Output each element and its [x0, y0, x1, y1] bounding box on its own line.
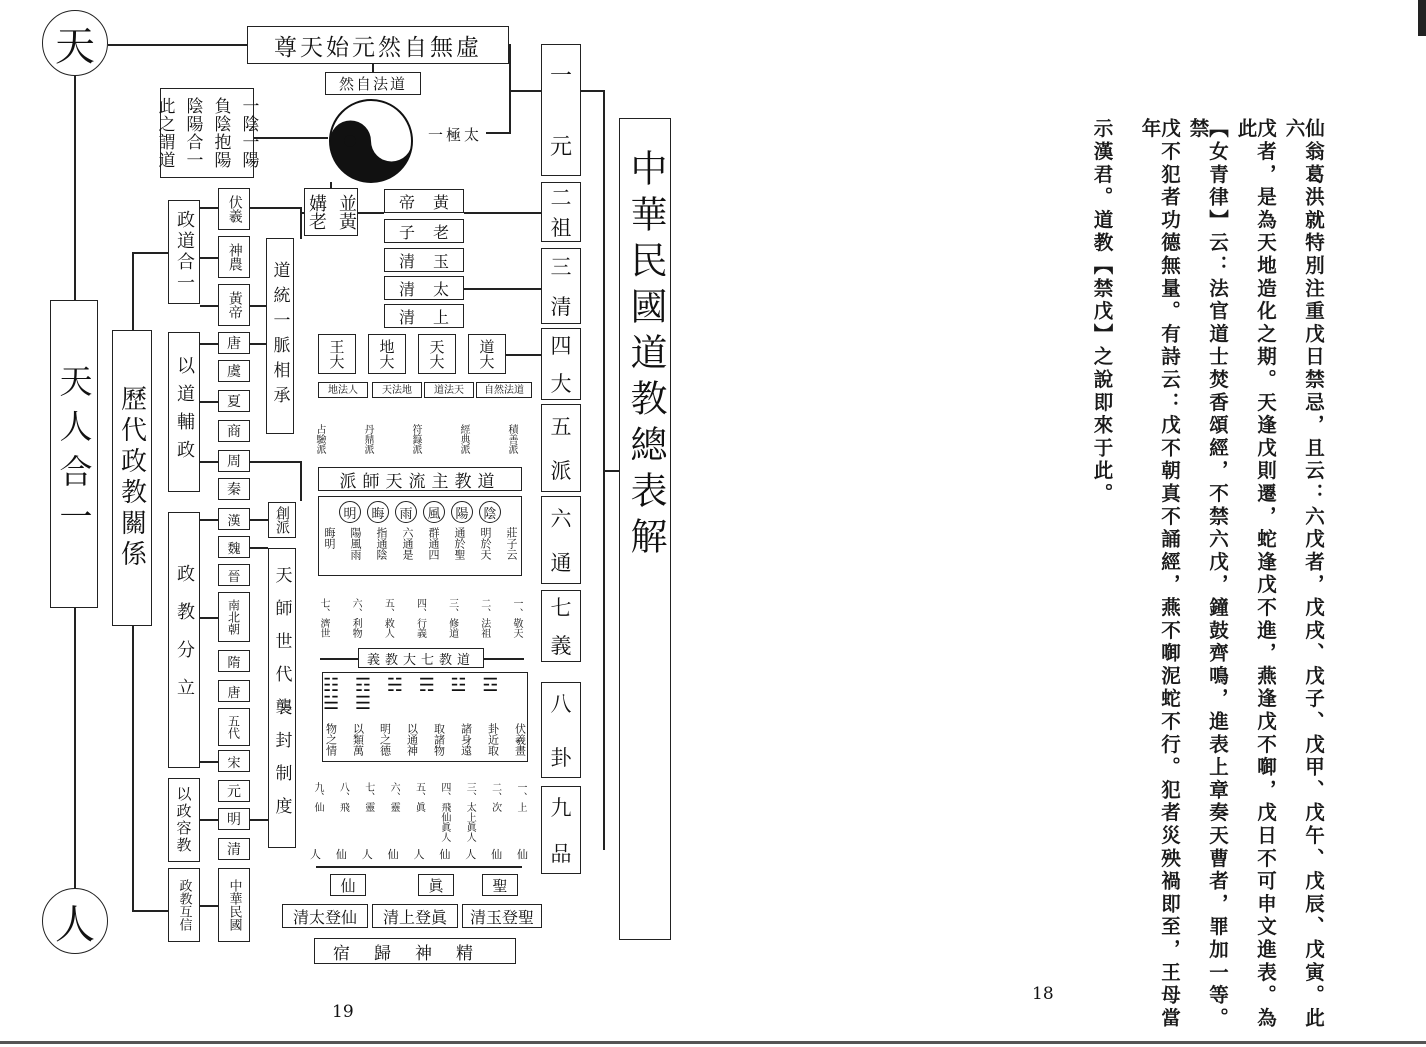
jiupin-bottom: 仙 [387, 848, 399, 861]
chain-char: 卦 [550, 746, 572, 770]
dihuang-box [384, 189, 464, 213]
bagua-text: 以通神 [405, 723, 419, 756]
da-box [318, 334, 356, 374]
xian-box [330, 874, 366, 896]
dynasty-text: 隋 [227, 655, 241, 671]
dynasty-text: 元 [227, 784, 241, 800]
yinyang-line: 一陰一陽 [238, 97, 259, 169]
dynasty-box [218, 838, 250, 860]
connector [250, 305, 266, 307]
pai-text: 丹鼎派 [362, 424, 373, 454]
qiyi-text: 二、法祖 [478, 598, 490, 638]
dynasty-box [218, 708, 250, 746]
yinyang-box [154, 88, 259, 178]
connector [132, 910, 168, 912]
liutong-box [318, 496, 522, 576]
deng-box [372, 904, 458, 928]
connector [200, 343, 218, 345]
top-title-box [247, 26, 509, 64]
connector [509, 90, 543, 92]
connector [250, 547, 268, 549]
dynasty-box [218, 478, 250, 500]
chain-char: 一 [549, 64, 572, 89]
da-text: 王大 [327, 339, 346, 369]
box-char: 清 [399, 251, 416, 271]
daotong-box [266, 238, 294, 434]
box-char: 老 [432, 222, 449, 242]
connector [200, 761, 218, 763]
liutong-text: 群通四 [427, 527, 440, 560]
box-char: 子 [399, 222, 416, 242]
zilao-box [384, 219, 464, 243]
zhengjiao-box [168, 512, 200, 768]
dynasty-box [218, 780, 250, 802]
connector [74, 606, 76, 888]
chain-jiupin [541, 786, 581, 874]
connector [200, 519, 218, 521]
dynasty-box [218, 360, 250, 382]
qiyi-text: 四、行義 [414, 598, 426, 638]
jiupin-bottom: 人 [361, 848, 373, 861]
fazirandao-box [325, 72, 421, 95]
circle-char: 陽 [451, 501, 473, 523]
yizheng-box [168, 778, 200, 862]
yidao-box [168, 332, 200, 492]
bagua-text: 明之德 [378, 723, 392, 756]
liutong-text: 明於天 [479, 527, 492, 560]
chain-bagua [541, 682, 581, 778]
deng-text: 清上登眞 [382, 907, 447, 927]
yinyang-line: 負陰抱陽 [210, 97, 231, 169]
chain-qiyi [541, 590, 581, 662]
circle-char: 明 [339, 501, 361, 523]
connector [250, 207, 300, 209]
deng-box [282, 904, 368, 928]
da-text: 天大 [427, 339, 446, 369]
main-title-box [619, 118, 671, 940]
fa-text: 自然法道 [484, 384, 524, 396]
connector [200, 401, 218, 403]
connector [603, 470, 619, 472]
huanglao-box [304, 188, 358, 236]
chain-char: 九 [550, 796, 572, 820]
liutong-text: 晦明 [323, 527, 336, 549]
fa-box [476, 382, 532, 398]
jiupin-text: 七、靈 [362, 782, 374, 812]
jiupin-text: 三、太上眞人 [464, 782, 476, 842]
text-column: 戊者，是為天地造化之期。天逢戊則遷，蛇逢戊不進，燕逢戊不啣，戊日不可申文進表。為此 [1234, 118, 1277, 1030]
huanglao-text: 媾老 [306, 194, 327, 230]
dynasty-box [218, 680, 250, 702]
zhengdao-box [168, 200, 200, 304]
dynasty-box [218, 536, 250, 558]
connector [581, 90, 603, 92]
guisu-text: 宿歸神精 [333, 943, 497, 964]
dynasty-text: 商 [227, 424, 241, 440]
liutong-text: 指通陰 [375, 527, 388, 560]
sanqing-box [384, 304, 464, 328]
pai-text: 符籙派 [410, 424, 421, 454]
jiupin-bottom-row [310, 846, 528, 862]
sky-circle [42, 10, 108, 76]
jiupin-bottom: 仙 [491, 848, 503, 861]
shennong-text: 神農 [226, 243, 243, 271]
jiupin-text: 四、飛仙眞人 [438, 782, 450, 842]
dynasty-text: 南北朝 [226, 599, 241, 635]
da-text: 道大 [477, 339, 496, 369]
circle-row [339, 501, 501, 523]
pai-title-box [318, 467, 522, 491]
guisu-box [314, 938, 516, 964]
connector [200, 819, 218, 821]
chain-erzu [541, 182, 581, 242]
taiji-label: 一極太 [428, 126, 483, 144]
dynasty-box [218, 420, 250, 442]
main-title: 中華民國道教總表解 [624, 149, 667, 563]
zhonghua-text: 中華民國 [226, 879, 242, 931]
jiupin-row [310, 782, 528, 844]
da-box [418, 334, 456, 374]
page-number-left: 19 [332, 1002, 354, 1022]
dynasty-box [218, 450, 250, 472]
connector [250, 343, 266, 345]
connector [108, 44, 248, 46]
yinyang-line: 此之謂道 [154, 97, 175, 169]
dynasty-text: 周 [227, 454, 241, 470]
chain-char: 通 [550, 551, 572, 575]
da-box [468, 334, 506, 374]
connector [372, 64, 374, 72]
qiyi-text: 一、敬天 [510, 598, 522, 638]
bagua-text: 伏羲畫 [513, 723, 527, 756]
xian-text: 仙 [340, 876, 356, 895]
liutong-text: 莊子云 [505, 527, 518, 560]
circle-char: 雨 [395, 501, 417, 523]
connector [250, 819, 268, 821]
connector [200, 257, 218, 259]
connector [300, 461, 302, 501]
top-title: 尊天始元然自無虛 [274, 34, 482, 61]
zhen-text: 眞 [428, 876, 444, 895]
qiyi-row [316, 598, 524, 644]
qiyi-text: 五、救人 [382, 598, 394, 638]
human-circle [42, 888, 108, 954]
circle-char: 晦 [367, 501, 389, 523]
text-column: 戊不犯者功德無量。有詩云：戊不朝真不誦經，燕不啣泥蛇不行。犯者災殃禍即至，王母當年 [1138, 118, 1181, 1030]
jiupin-bottom: 人 [310, 848, 321, 861]
chain-sida [541, 328, 581, 400]
dynasty-text: 宋 [227, 755, 241, 771]
qiyi-text: 三、修道 [446, 598, 458, 638]
box-char: 清 [399, 279, 416, 299]
fazirandao-text: 然自法道 [338, 75, 407, 93]
dynasty-box [218, 650, 250, 672]
qiyi-title: 義教大七教道 [366, 652, 475, 668]
daotong-text: 道統一脈相承 [269, 261, 290, 411]
dynasty-box [218, 564, 250, 586]
box-char: 上 [432, 307, 449, 327]
chain-char: 品 [550, 842, 572, 866]
page-number-right: 18 [1032, 984, 1054, 1004]
huangdi-box [218, 284, 250, 326]
jiupin-bottom: 仙 [517, 848, 528, 861]
chain-char: 六 [550, 507, 572, 531]
chuangpai-box [268, 502, 296, 538]
dynasty-text: 漢 [227, 513, 241, 529]
qiyi-text: 七、濟世 [318, 598, 329, 638]
zhengjiao-text: 政教分立 [174, 564, 195, 716]
bagua-text: 以類萬 [351, 723, 365, 756]
deng-text: 清玉登聖 [469, 907, 534, 927]
circle-char: 陰 [479, 501, 501, 523]
dynasty-box [218, 750, 250, 772]
connector [200, 617, 218, 619]
pai-text: 經典派 [458, 424, 469, 454]
sheng-box [482, 874, 518, 896]
jiupin-bottom: 人 [465, 848, 477, 861]
dynasty-text: 魏 [227, 541, 241, 557]
fa-text: 地法人 [328, 384, 358, 396]
bagua-box [322, 672, 528, 762]
dynasty-text: 唐 [227, 336, 241, 352]
qiyi-title-box [358, 648, 484, 668]
dynasty-text: 晉 [227, 569, 241, 585]
chain-char: 派 [550, 459, 572, 483]
dynasty-text: 秦 [227, 482, 241, 498]
sky-char: 天 [55, 23, 95, 70]
chain-char: 三 [550, 255, 572, 279]
connector [200, 461, 218, 463]
fa-box [372, 382, 422, 398]
jiupin-text: 一、上 [515, 782, 526, 812]
huxin-text: 政教互信 [176, 879, 192, 931]
chain-char: 四 [550, 334, 572, 358]
tianshi-box [268, 548, 296, 848]
zhengdao-text: 政道合一 [174, 210, 195, 294]
chain-char: 義 [550, 634, 572, 658]
fa-box [424, 382, 474, 398]
box-char: 黃 [432, 192, 449, 212]
qiyi-text: 六、利物 [350, 598, 362, 638]
jiupin-text: 六、靈 [388, 782, 400, 812]
tianrenheyi-text: 天人合一 [54, 364, 94, 544]
deng-box [462, 904, 542, 928]
connector [132, 252, 168, 254]
connector [316, 866, 522, 868]
chain-char: 清 [550, 295, 572, 319]
sheng-text: 聖 [492, 876, 508, 895]
huangdi-text: 黃帝 [226, 291, 243, 319]
shennong-box [218, 236, 250, 278]
connector [330, 182, 332, 188]
dynasty-box [218, 508, 250, 530]
lidai-text: 歷代政教關係 [116, 385, 147, 571]
bagua-text: 取諸物 [432, 723, 446, 756]
circle-char: 風 [423, 501, 445, 523]
dynasty-box [218, 332, 250, 354]
liutong-text: 六通是 [401, 527, 414, 560]
chain-wupai [541, 404, 581, 492]
chuangpai-text: 創派 [274, 506, 290, 534]
liutong-text: 陽風雨 [349, 527, 362, 560]
box-char: 玉 [432, 251, 449, 271]
connector [464, 288, 541, 290]
dynasty-text: 清 [227, 842, 241, 858]
connector [484, 658, 524, 660]
connector [200, 207, 218, 209]
huanglao-text: 並黃 [336, 194, 357, 230]
connector [132, 626, 134, 912]
fa-text: 道法天 [434, 384, 464, 396]
chain-char: 元 [549, 135, 572, 160]
human-char: 人 [55, 901, 95, 948]
tianshi-text: 天師世代襲封制度 [271, 566, 292, 830]
fuxi-box [218, 188, 250, 230]
connector [250, 519, 268, 521]
text-column: 仙翁葛洪就特別注重戊日禁忌，且云：六戊者，戊戌、戊子、戊甲、戊午、戊辰、戊寅。此六 [1282, 118, 1325, 1030]
liutong-text: 通於聖 [453, 527, 466, 560]
fa-box [318, 382, 368, 398]
chain-char: 七 [550, 596, 572, 620]
jiupin-bottom: 人 [413, 848, 425, 861]
dynasty-text: 明 [227, 812, 241, 828]
text-column: 【女青律】云：法官道士焚香頌經，不禁六戊，鐘鼓齊鳴，進表上章奏天曹者，罪加一等。禁 [1186, 118, 1229, 1030]
connector [320, 658, 358, 660]
jiupin-text: 五、眞 [413, 782, 425, 812]
zhen-box [418, 874, 454, 896]
connector [464, 212, 541, 214]
dynasty-text: 虞 [227, 364, 241, 380]
bottom-rule [0, 1041, 1426, 1044]
chain-char: 大 [550, 372, 572, 396]
deng-text: 清太登仙 [292, 907, 357, 927]
fa-text: 天法地 [382, 384, 412, 396]
connector [132, 252, 134, 330]
jiupin-text: 八、飛 [337, 782, 349, 812]
chain-char: 八 [550, 692, 572, 716]
trigrams: ☷ ☶ ☵ ☴ ☳ ☲ ☱ ☰ [323, 675, 504, 714]
connector [74, 76, 76, 302]
dynasty-text: 五代 [226, 715, 241, 739]
connector [506, 354, 541, 356]
chain-sanqing [541, 248, 581, 324]
chain-yiyuan [541, 44, 581, 176]
bagua-text: 諸身遠 [459, 723, 473, 756]
connector [250, 461, 300, 463]
pai-title: 派師天流主教道 [339, 471, 501, 492]
connector [200, 305, 218, 307]
da-box [368, 334, 406, 374]
dynasty-text: 夏 [227, 394, 241, 410]
yidao-text: 以道輔政 [174, 356, 195, 468]
da-text: 地大 [377, 339, 396, 369]
edge-mark [1418, 0, 1426, 36]
jiupin-bottom: 仙 [335, 848, 347, 861]
connector [300, 207, 302, 239]
connector [358, 212, 384, 214]
sanqing-box [384, 276, 464, 300]
tianrenheyi-box [50, 300, 98, 608]
zhonghua-box [218, 868, 250, 942]
chain-char: 五 [550, 415, 572, 439]
chain-char: 祖 [550, 216, 572, 240]
dynasty-text: 唐 [227, 685, 241, 701]
bagua-text: 卦近取 [486, 723, 500, 756]
jiupin-text: 九、仙 [312, 782, 323, 812]
bagua-text: 物之情 [324, 723, 338, 756]
box-char: 帝 [399, 192, 416, 212]
huxin-box [168, 868, 200, 942]
text-column: 示漢君。道教【禁戊】之說即來于此。 [1090, 118, 1114, 506]
pai-text: 積善派 [506, 424, 517, 454]
taiji-icon [328, 98, 414, 184]
connector [200, 905, 218, 907]
sanqing-box [384, 248, 464, 272]
jiupin-bottom: 仙 [439, 848, 451, 861]
dynasty-box [218, 390, 250, 412]
connector [509, 44, 511, 132]
yizheng-text: 以政容教 [174, 786, 193, 854]
yinyang-line: 陰陽合一 [182, 97, 203, 169]
connector [254, 137, 328, 139]
dynasty-box [218, 808, 250, 830]
fuxi-text: 伏羲 [226, 195, 243, 223]
pai-text: 占驗派 [314, 424, 325, 454]
connector [486, 132, 511, 134]
chain-liutong [541, 496, 581, 584]
jiupin-text: 二、次 [489, 782, 501, 812]
box-char: 太 [432, 279, 449, 299]
lidai-box [112, 330, 152, 626]
chain-char: 二 [550, 186, 572, 210]
dynasty-box [218, 592, 250, 642]
box-char: 清 [399, 307, 416, 327]
